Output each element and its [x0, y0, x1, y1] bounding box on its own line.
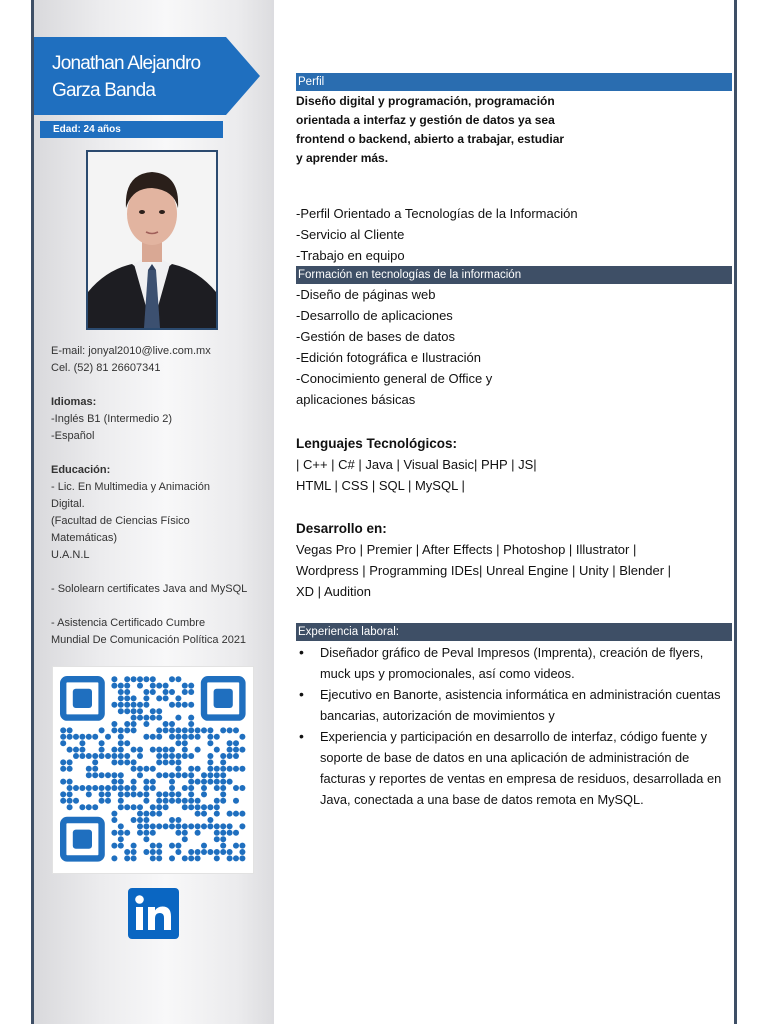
formacion-item: -Diseño de páginas web	[296, 287, 436, 302]
languages-heading: Idiomas:	[51, 396, 97, 408]
education-line: (Facultad de Ciencias Físico	[51, 515, 190, 527]
formacion-list	[296, 284, 732, 410]
desarrollo-block	[296, 518, 732, 602]
experiencia-item: • Diseñador gráfico de Peval Impresos (Imprenta), creación de flyers, muck ups y promocionales, así como videos.	[296, 642, 732, 684]
education-line: U.A.N.L	[51, 549, 90, 561]
language-item: -Inglés B1 (Intermedio 2)	[51, 413, 173, 425]
perfil-point: -Servicio al Cliente	[296, 227, 405, 242]
languages-block	[51, 394, 266, 445]
desarrollo-heading: Desarrollo en:	[296, 521, 387, 536]
perfil-point: -Perfil Orientado a Tecnologías de la Información	[296, 206, 578, 221]
formacion-item: -Gestión de bases de datos	[296, 329, 455, 344]
candidate-name-line1: Jonathan Alejandro	[52, 53, 201, 74]
profile-photo	[86, 150, 218, 330]
contact-block	[51, 343, 266, 377]
certificate-sololearn: - Sololearn certificates Java and MySQL	[51, 583, 248, 595]
email-text: E-mail: jonyal2010@live.com.mx	[51, 345, 211, 357]
qr-code-icon[interactable]	[52, 666, 254, 874]
qr-code-graphic	[53, 667, 253, 873]
desarrollo-line: Vegas Pro | Premier | After Effects | Photoshop | Illustrator |	[296, 542, 637, 557]
page-border-right	[734, 0, 737, 1024]
education-line: - Lic. En Multimedia y Animación	[51, 481, 210, 493]
main-content	[296, 0, 732, 1024]
section-perfil-title: Perfil	[296, 73, 732, 91]
education-block	[51, 462, 266, 649]
experiencia-list	[296, 642, 732, 810]
certificate-cumbre-line: Mundial De Comunicación Política 2021	[51, 634, 247, 646]
section-experiencia-title: Experiencia laboral:	[296, 623, 732, 641]
portrait-image	[88, 152, 216, 328]
education-heading: Educación:	[51, 464, 111, 476]
desarrollo-line: Wordpress | Programming IDEs| Unreal Engine | Unity | Blender |	[296, 563, 672, 578]
certificate-cumbre-line: - Asistencia Certificado Cumbre	[51, 617, 206, 629]
desarrollo-line: XD | Audition	[296, 584, 371, 599]
experiencia-item: • Experiencia y participación en desarrollo de interfaz, código fuente y soporte de base de datos en una aplicación de administración de facturas y reportes de ventas en empresa de residuos, desarrollada en Java, conectada a una base de datos remota en MySQL.	[296, 726, 732, 810]
section-formacion-title: Formación en tecnologías de la información	[296, 266, 732, 284]
formacion-item: -Edición fotográfica e Ilustración	[296, 350, 481, 365]
language-item: -Español	[51, 430, 95, 442]
formacion-item: -Conocimiento general de Office y	[296, 371, 493, 386]
perfil-line: frontend o backend, abierto a trabajar, estudiar	[296, 132, 565, 146]
education-line: Digital.	[51, 498, 85, 510]
lenguajes-line: HTML | CSS | SQL | MySQL |	[296, 478, 465, 493]
candidate-name-line2: Garza Banda	[52, 80, 156, 101]
experiencia-item: • Ejecutivo en Banorte, asistencia informática en administración cuentas bancarias, autorización de movimientos y	[296, 684, 732, 726]
phone-text: Cel. (52) 81 26607341	[51, 362, 161, 374]
education-line: Matemáticas)	[51, 532, 118, 544]
lenguajes-line: | C++ | C# | Java | Visual Basic| PHP | JS|	[296, 457, 537, 472]
linkedin-icon[interactable]	[128, 888, 179, 939]
lenguajes-heading: Lenguajes Tecnológicos:	[296, 436, 458, 451]
candidate-name	[52, 50, 262, 104]
perfil-point: -Trabajo en equipo	[296, 248, 405, 263]
formacion-item: -Desarrollo de aplicaciones	[296, 308, 453, 323]
age-badge: Edad: 24 años	[40, 121, 223, 138]
lenguajes-block	[296, 433, 732, 496]
formacion-item: aplicaciones básicas	[296, 392, 416, 407]
linkedin-logo	[128, 888, 179, 939]
perfil-line: y aprender más.	[296, 151, 389, 165]
perfil-line: Diseño digital y programación, programación	[296, 94, 555, 108]
perfil-points	[296, 203, 732, 266]
sidebar	[34, 0, 274, 1024]
perfil-line: orientada a interfaz y gestión de datos ya sea	[296, 113, 555, 127]
perfil-summary	[296, 92, 732, 168]
